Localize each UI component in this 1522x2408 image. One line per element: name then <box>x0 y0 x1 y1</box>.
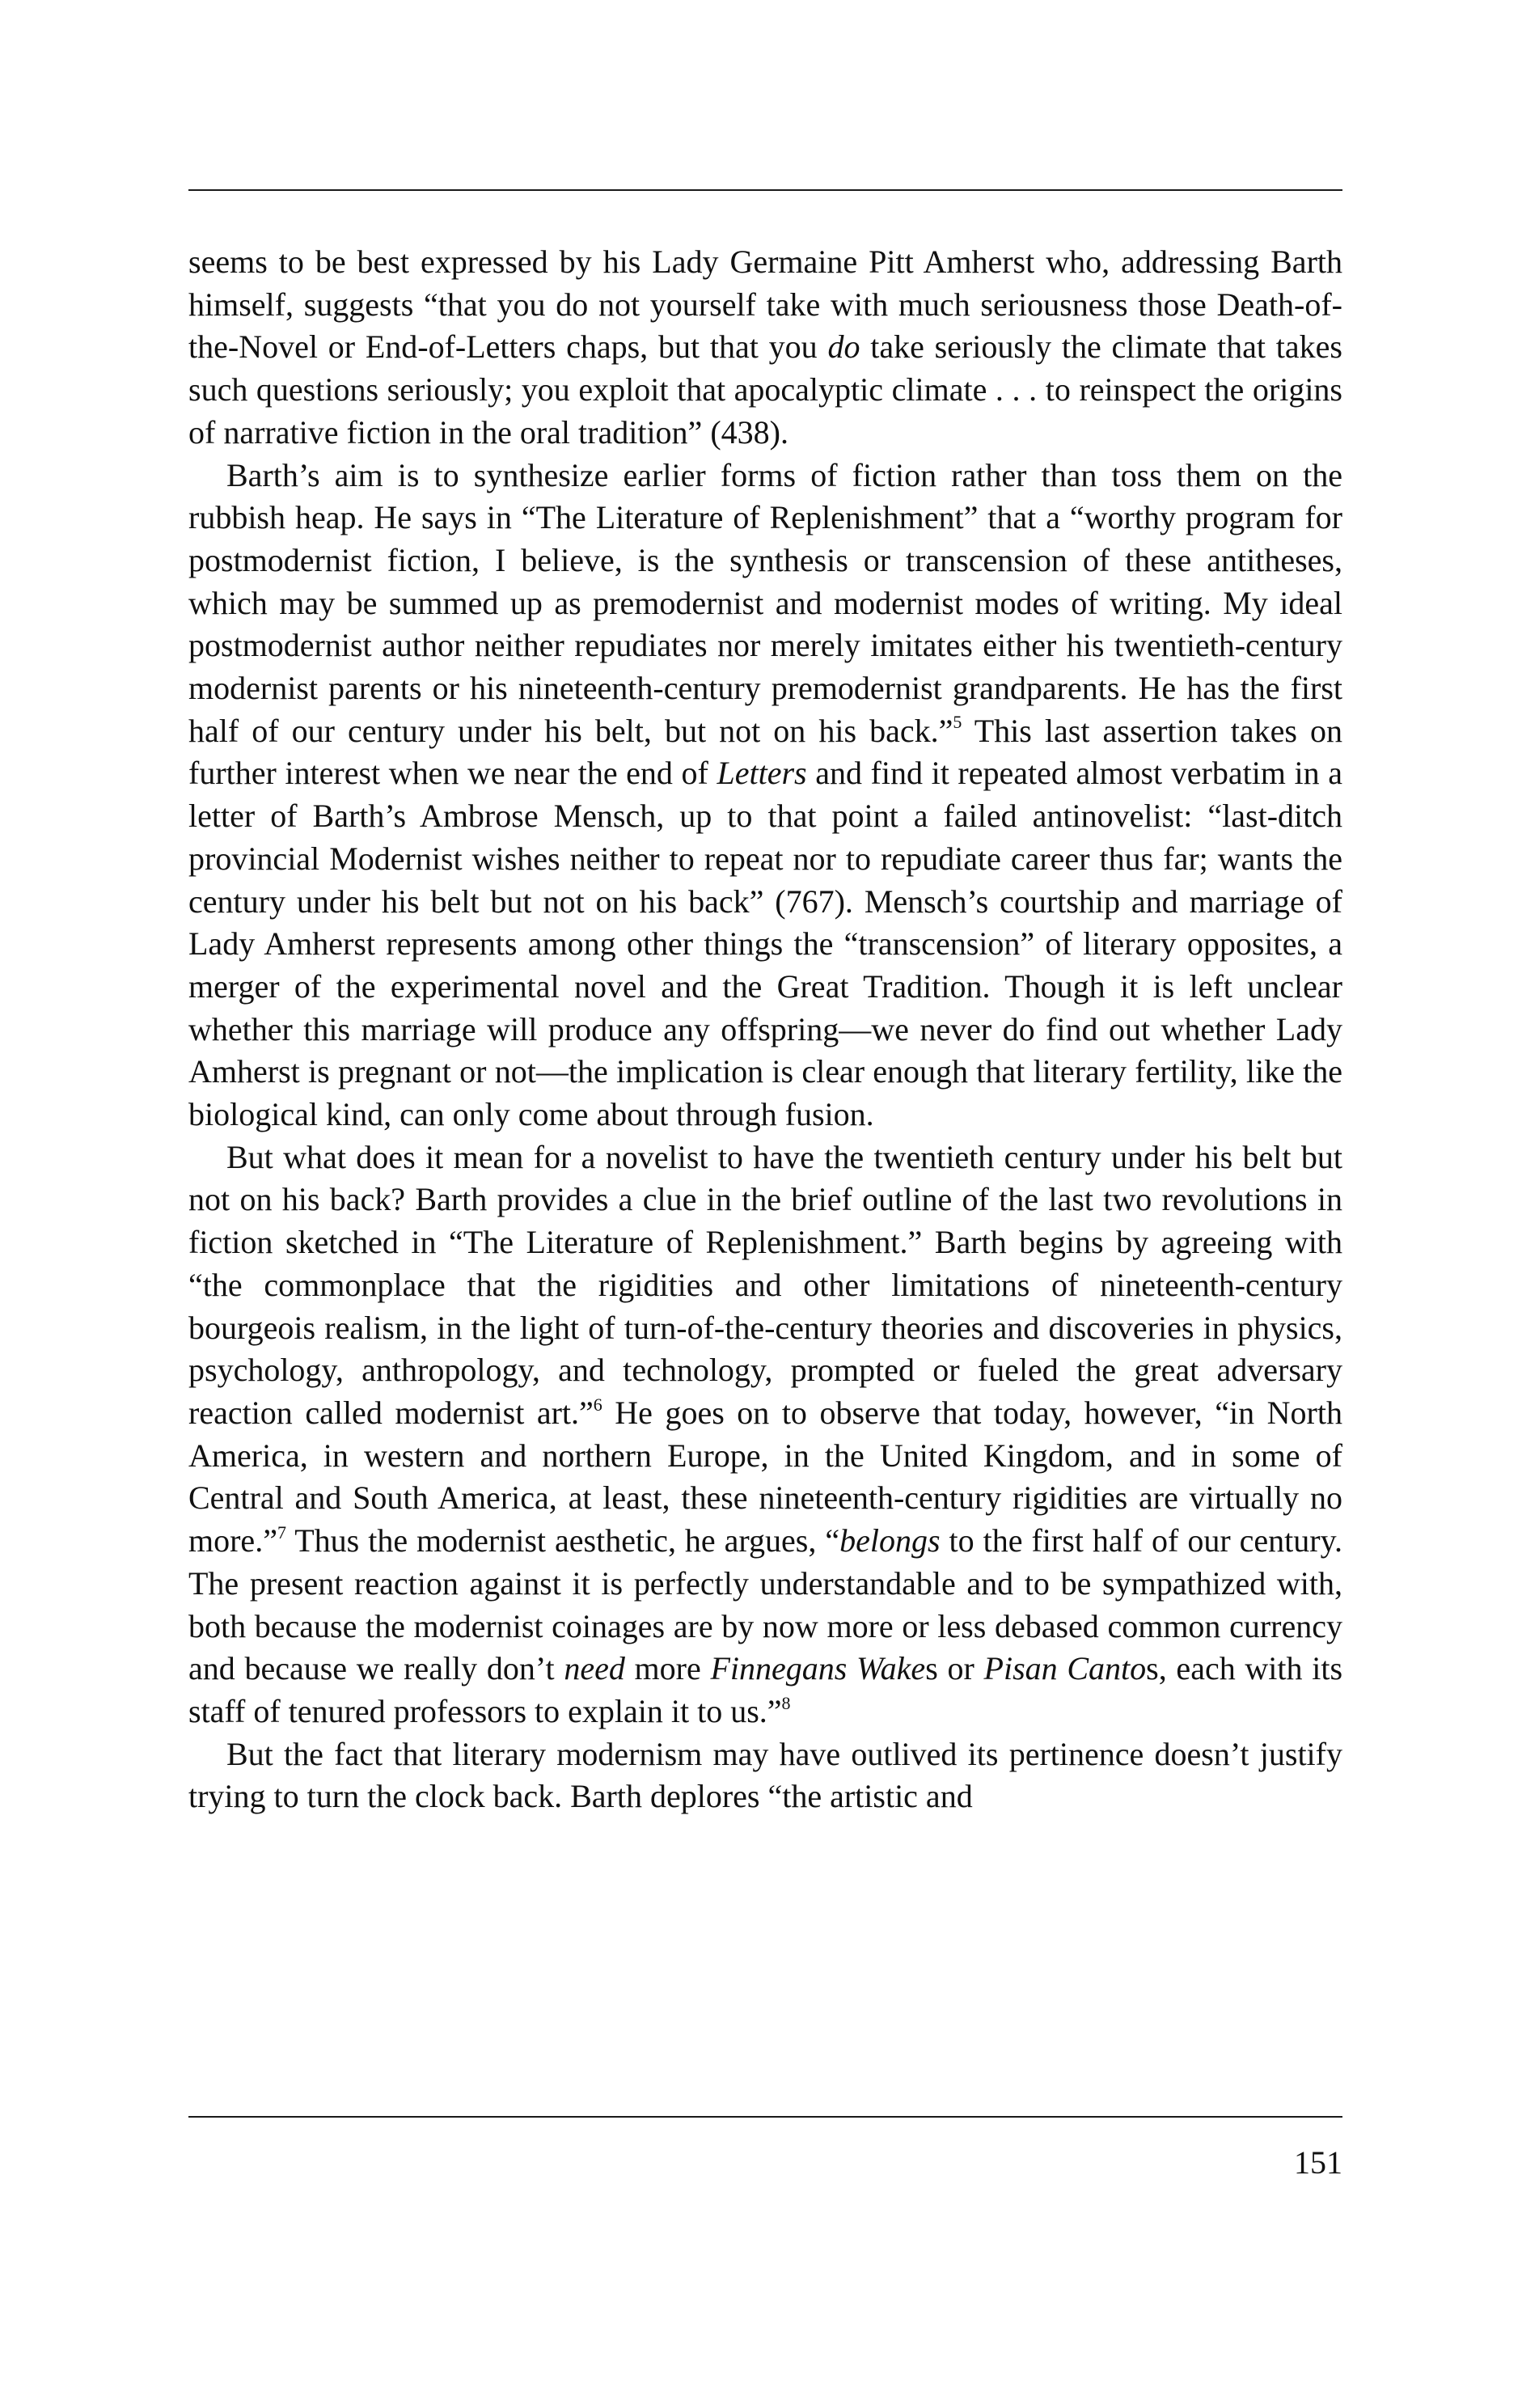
footnote-ref: 8 <box>781 1692 791 1713</box>
text-run: s or <box>925 1650 984 1687</box>
text-run: He goes on to observe that today, however, “in North America, in western and northern Europe, in the United Kingdom, and in some of Central and South America, at least, these nineteenth-century rigidities are virtually no more.” <box>188 1394 1342 1559</box>
bottom-rule <box>188 2116 1342 2118</box>
text-run: But what does it mean for a novelist to have the twentieth century under his belt but not on his back? Barth provides a clue in the brief outline of the last two revolutions in fiction sketched in “The Literature of Replenishment.” Barth begins by agreeing with “the commonplace that the rigidities and other limitations of nineteenth-century bourgeois realism, in the light of turn-of-the-century theories and discoveries in physics, psychology, anthropology, and technology, prompted or fueled the great adversary reaction called modernist art.” <box>188 1138 1342 1431</box>
text-run: But the fact that literary modernism may have outlived its pertinence doesn’t justify trying to turn the clock back. Barth deplores “the artistic and <box>188 1735 1342 1815</box>
footnote-ref: 6 <box>593 1394 602 1415</box>
page-number: 151 <box>1294 2144 1342 2181</box>
italic-text: belongs <box>839 1522 941 1559</box>
body-text <box>188 241 1342 1818</box>
paragraph <box>188 455 1342 1136</box>
text-run: seems to be best expressed by his Lady Germaine Pitt Amherst who, addressing Barth himself, suggests “that you do not yourself take with much seriousness those Death-of-the-Novel or End-of-Letters chaps, but that you <box>188 243 1342 366</box>
footnote-ref: 7 <box>277 1521 286 1543</box>
text-run: take seriously the climate that takes such questions seriously; you exploit that apocalyptic climate . . . to reinspect the origins of narrative fiction in the oral tradition” (438). <box>188 328 1342 451</box>
text-run: s, each with its staff of tenured professors to explain it to us.” <box>188 1650 1343 1729</box>
italic-text: Letters <box>717 755 807 792</box>
text-run: This last assertion takes on further interest when we near the end of <box>188 712 1343 792</box>
top-rule <box>188 189 1342 191</box>
italic-text: do <box>827 328 860 366</box>
paragraph <box>188 1136 1342 1733</box>
text-run: Thus the modernist aesthetic, he argues, “ <box>285 1522 840 1559</box>
text-run: Barth’s aim is to synthesize earlier forms of fiction rather than toss them on the rubbish heap. He says in “The Literature of Replenishment” that a “worthy program for postmodernist fiction, I believe, is the synthesis or transcension of these antitheses, which may be summed up as premodernist and modernist modes of writing. My ideal postmodernist author neither repudiates nor merely imitates either his twentieth-century modernist parents or his nineteenth-century premodernist grandparents. He has the first half of our century under his belt, but not on his back.” <box>188 456 1342 749</box>
text-run: and find it repeated almost verbatim in a letter of Barth’s Ambrose Mensch, up to that point a failed antinovelist: “last-ditch provincial Modernist wishes neither to repeat nor to repudiate career thus far; wants the century under his belt but not on his back” (767). Mensch’s courtship and marriage of Lady Amherst represents among other things the “transcension” of literary opposites, a merger of the experimental novel and the Great Tradition. Though it is left unclear whether this marriage will produce any offspring—we never do find out whether Lady Amherst is pregnant or not—the implication is clear enough that literary fertility, like the biological kind, can only come about through fusion. <box>188 755 1342 1133</box>
paragraph <box>188 1733 1342 1818</box>
italic-text: Finnegans Wake <box>710 1650 926 1687</box>
paragraph <box>188 241 1342 455</box>
italic-text: Pisan Canto <box>983 1650 1147 1687</box>
italic-text: need <box>564 1650 625 1687</box>
text-run: to the first half of our century. The present reaction against it is perfectly understandable and to be sympathized with, both because the modernist coinages are by now more or less debased common currency and because we really don’t <box>188 1522 1342 1687</box>
footnote-ref: 5 <box>953 712 962 733</box>
text-run: more <box>624 1650 711 1687</box>
